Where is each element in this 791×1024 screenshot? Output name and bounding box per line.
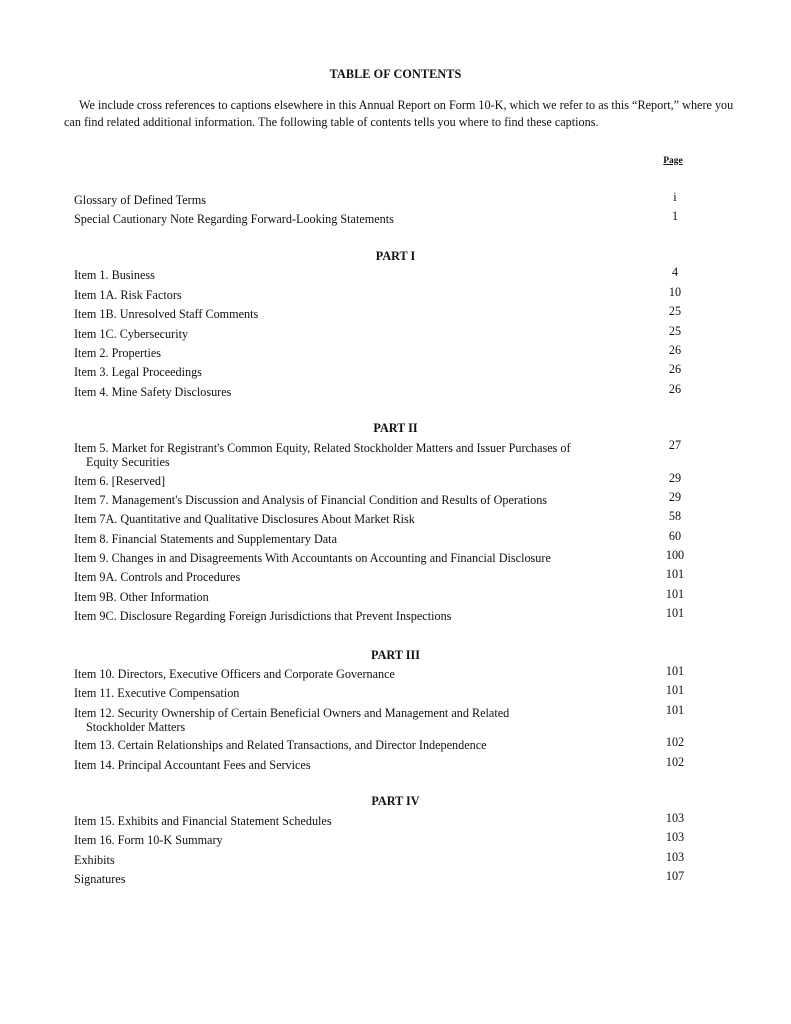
toc-page-number: 101 <box>665 703 685 717</box>
toc-label-line: Item 12. Security Ownership of Certain Beneficial Owners and Management and Related <box>74 706 510 720</box>
toc-label[interactable]: Special Cautionary Note Regarding Forward-Looking Statements <box>74 212 394 226</box>
toc-label-continuation: Equity Securities <box>86 455 170 469</box>
toc-page-number: 101 <box>665 683 685 697</box>
toc-label[interactable]: Item 2. Properties <box>74 346 161 360</box>
toc-label[interactable]: Item 3. Legal Proceedings <box>74 365 202 379</box>
toc-page-number: 101 <box>665 567 685 581</box>
toc-label[interactable]: Item 7A. Quantitative and Qualitative Disclosures About Market Risk <box>74 512 415 526</box>
toc-page-number: 102 <box>665 755 685 769</box>
toc-label[interactable]: Item 1C. Cybersecurity <box>74 327 189 341</box>
toc-page-number: 101 <box>665 587 685 601</box>
toc-label[interactable]: Item 9C. Disclosure Regarding Foreign Jurisdictions that Prevent Inspections <box>74 609 452 623</box>
toc-page-number: 103 <box>665 850 685 864</box>
toc-page-number: 29 <box>668 490 682 504</box>
toc-label[interactable]: Item 10. Directors, Executive Officers and Corporate Governance <box>74 667 395 681</box>
toc-label[interactable]: Item 4. Mine Safety Disclosures <box>74 385 232 399</box>
page-column-header: Page <box>663 156 683 166</box>
toc-page-number: 103 <box>665 811 685 825</box>
toc-label[interactable]: Item 14. Principal Accountant Fees and Services <box>74 758 311 772</box>
toc-page-number: 101 <box>665 606 685 620</box>
toc-page-number: 25 <box>668 324 682 338</box>
toc-label[interactable]: Item 9. Changes in and Disagreements With Accountants on Accounting and Financial Disclosure <box>74 551 551 565</box>
intro-paragraph <box>64 97 744 132</box>
intro-text: We include cross references to captions elsewhere in this Annual Report on Form 10-K, which we refer to as this “Report,” where you can find related additional information. The following table of contents tells you where to find these captions. <box>64 98 734 130</box>
toc-label[interactable]: Item 13. Certain Relationships and Related Transactions, and Director Independence <box>74 738 487 752</box>
toc-label[interactable]: Exhibits <box>74 853 115 867</box>
toc-page-number: 29 <box>668 471 682 485</box>
toc-page-number: 100 <box>665 548 685 562</box>
toc-page-number: 10 <box>668 285 682 299</box>
part-heading-2: PART II <box>373 421 418 435</box>
toc-page-number: 26 <box>668 382 682 396</box>
toc-page-number: 102 <box>665 735 685 749</box>
toc-label[interactable] <box>74 706 614 734</box>
toc-label[interactable]: Signatures <box>74 872 126 886</box>
toc-page-number: 60 <box>668 529 682 543</box>
toc-label[interactable]: Item 9B. Other Information <box>74 590 209 604</box>
toc-label[interactable]: Item 6. [Reserved] <box>74 474 166 488</box>
toc-page-number: 27 <box>668 438 682 452</box>
toc-label[interactable]: Item 1. Business <box>74 268 155 282</box>
toc-page-number: 25 <box>668 304 682 318</box>
part-heading-1: PART I <box>375 249 416 263</box>
toc-page-number: i <box>673 190 677 204</box>
toc-label[interactable]: Item 9A. Controls and Procedures <box>74 570 241 584</box>
toc-label[interactable]: Item 8. Financial Statements and Supplementary Data <box>74 532 337 546</box>
toc-page-number: 4 <box>671 265 679 279</box>
toc-page-number: 103 <box>665 830 685 844</box>
toc-label[interactable]: Glossary of Defined Terms <box>74 193 206 207</box>
page-title: TABLE OF CONTENTS <box>329 67 462 81</box>
toc-label[interactable]: Item 7. Management's Discussion and Analysis of Financial Condition and Results of Operations <box>74 493 548 507</box>
toc-label[interactable]: Item 1B. Unresolved Staff Comments <box>74 307 259 321</box>
toc-page-number: 101 <box>665 664 685 678</box>
toc-page-number: 26 <box>668 343 682 357</box>
toc-label[interactable]: Item 1A. Risk Factors <box>74 288 182 302</box>
toc-label[interactable]: Item 15. Exhibits and Financial Statement Schedules <box>74 814 332 828</box>
toc-label[interactable]: Item 16. Form 10-K Summary <box>74 833 223 847</box>
toc-page-number: 1 <box>671 209 679 223</box>
toc-page-number: 26 <box>668 362 682 376</box>
part-heading-3: PART III <box>371 648 420 662</box>
toc-label[interactable]: Item 11. Executive Compensation <box>74 686 240 700</box>
toc-label-line: Item 5. Market for Registrant's Common Equity, Related Stockholder Matters and Issuer Purchases of <box>74 441 571 455</box>
part-heading-4: PART IV <box>371 794 420 808</box>
toc-page-number: 107 <box>665 869 685 883</box>
toc-label[interactable] <box>74 441 614 469</box>
toc-page-number: 58 <box>668 509 682 523</box>
toc-label-continuation: Stockholder Matters <box>86 720 186 734</box>
